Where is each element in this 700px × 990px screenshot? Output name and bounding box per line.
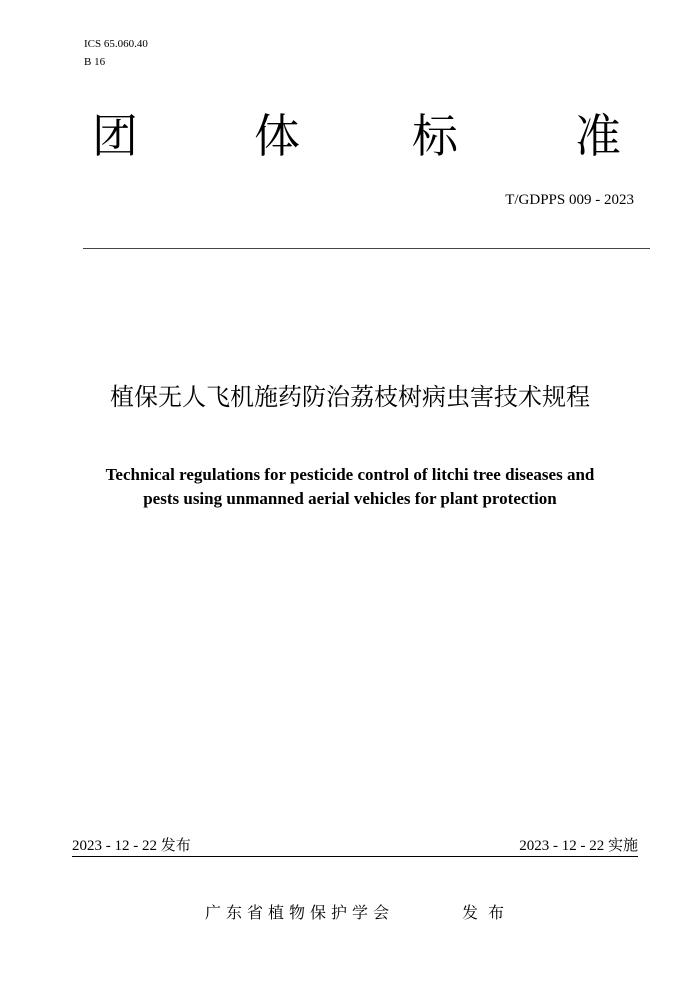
publishing-organization: 广东省植物保护学会	[205, 903, 395, 922]
issue-date: 2023 - 12 - 22 发布	[72, 838, 191, 854]
title-english-line-2: pests using unmanned aerial vehicles for plant protection	[143, 489, 557, 508]
footer-divider	[72, 856, 638, 857]
standard-type-char-3: 标	[412, 109, 458, 163]
title-english-line-1: Technical regulations for pesticide control of litchi tree diseases and	[105, 465, 595, 484]
standard-type-char-2: 体	[254, 109, 300, 163]
ccs-code: B 16	[84, 56, 106, 68]
standard-type-char-1: 团	[92, 109, 138, 163]
ics-code: ICS 65.060.40	[84, 38, 148, 50]
publish-label: 发布	[462, 903, 515, 922]
title-english	[60, 463, 640, 511]
standard-number: T/GDPPS 009 - 2023	[505, 192, 634, 208]
standard-type-char-4: 准	[575, 109, 621, 163]
header-divider	[83, 248, 650, 249]
title-chinese: 植保无人飞机施药防治荔枝树病虫害技术规程	[110, 383, 590, 411]
implementation-date: 2023 - 12 - 22 实施	[519, 838, 638, 854]
